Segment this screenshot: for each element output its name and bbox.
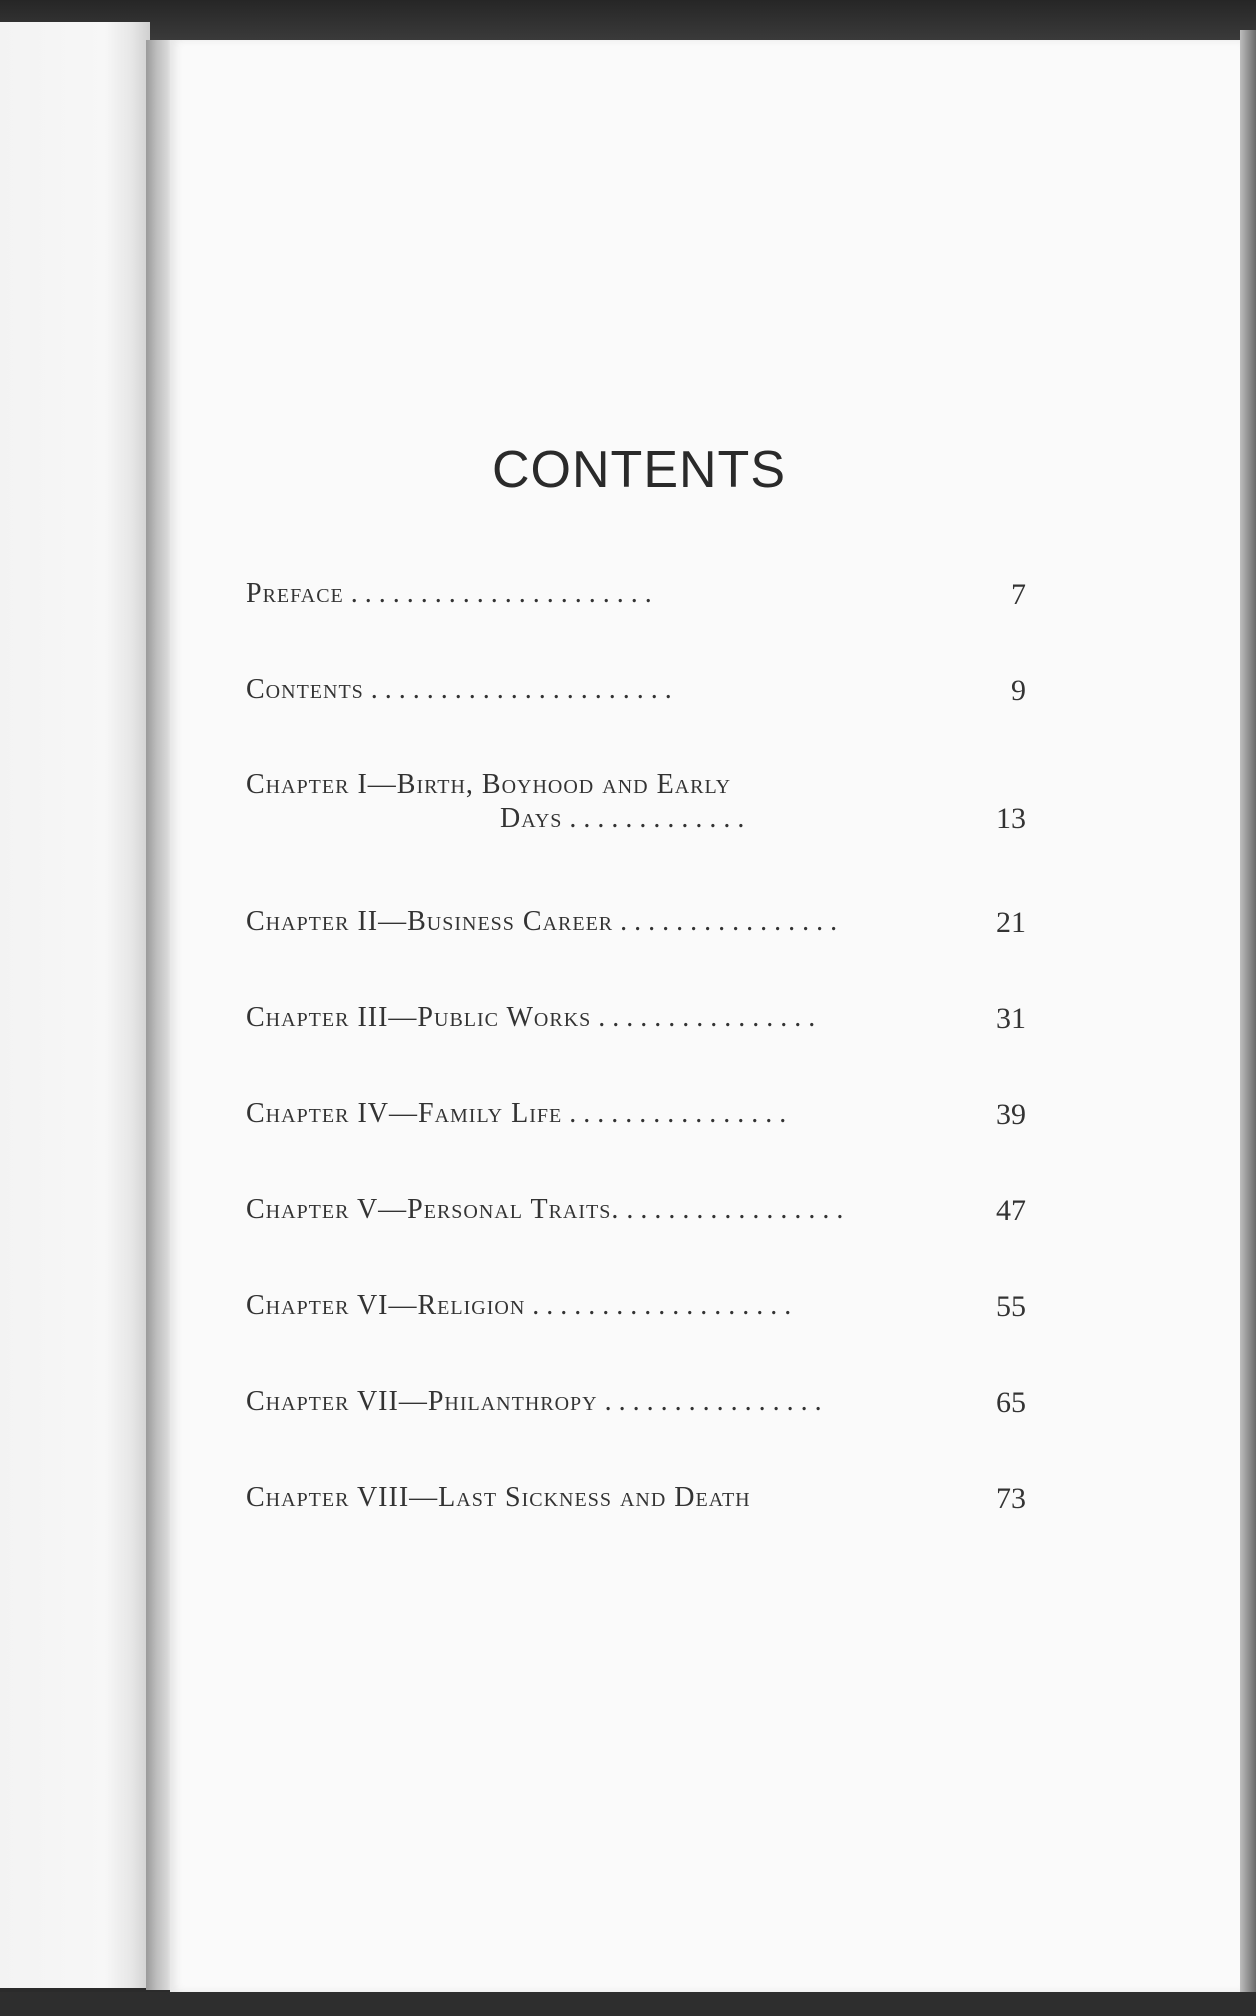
scan-top-edge	[0, 0, 1256, 40]
toc-entry-page: 39	[996, 1098, 1026, 1131]
toc-entry-label: Chapter II—Business Career . . . . . . . . . . . . . . . .	[246, 906, 838, 937]
toc-entry-label: Chapter IV—Family Life . . . . . . . . . . . . . . . .	[246, 1098, 787, 1129]
toc-entry-contents	[246, 674, 1026, 734]
toc-entry-page: 55	[996, 1290, 1026, 1323]
toc-entry-label: Contents . . . . . . . . . . . . . . . . . . . . . .	[246, 674, 672, 705]
toc-entry-chapter-7	[246, 1386, 1026, 1446]
toc-entry-label: Chapter III—Public Works . . . . . . . . . . . . . . . .	[246, 1002, 816, 1033]
toc-entry-label: Chapter VI—Religion . . . . . . . . . . . . . . . . . . .	[246, 1290, 792, 1321]
toc-entry-chapter-8	[246, 1482, 1026, 1542]
toc-entry-page: 65	[996, 1386, 1026, 1419]
toc-entry-page: 9	[1011, 674, 1026, 707]
toc-entry-chapter-1	[246, 768, 1026, 858]
toc-entry-chapter-4	[246, 1098, 1026, 1158]
page-title: CONTENTS	[492, 441, 786, 499]
toc-entry-preface	[246, 578, 1026, 638]
toc-entry-label: Chapter VII—Philanthropy . . . . . . . . . . . . . . . .	[246, 1386, 822, 1417]
toc-entry-page: 31	[996, 1002, 1026, 1035]
toc-entry-label: Chapter VIII—Last Sickness and Death	[246, 1482, 751, 1513]
toc-entry-page: 13	[996, 802, 1026, 835]
toc-entry-label: Preface . . . . . . . . . . . . . . . . . . . . . .	[246, 578, 652, 609]
toc-entry-label: Chapter V—Personal Traits. . . . . . . . . . . . . . . . .	[246, 1194, 844, 1225]
toc-entry-page: 7	[1011, 578, 1026, 611]
page-right-edge	[1240, 30, 1256, 1992]
toc-entry-chapter-6	[246, 1290, 1026, 1350]
toc-entry-label: Chapter I—Birth, Boyhood and Early Days . . . . . . . . . . . . .	[246, 769, 745, 834]
toc-entry-chapter-3	[246, 1002, 1026, 1062]
toc-entry-chapter-5	[246, 1194, 1026, 1254]
toc-entry-page: 47	[996, 1194, 1026, 1227]
left-page	[0, 22, 150, 1988]
scan-bottom-edge	[0, 1992, 1256, 2016]
toc-entry-page: 21	[996, 906, 1026, 939]
toc-entry-chapter-2	[246, 906, 1026, 966]
book-gutter	[146, 40, 172, 1990]
toc-entry-page: 73	[996, 1482, 1026, 1515]
